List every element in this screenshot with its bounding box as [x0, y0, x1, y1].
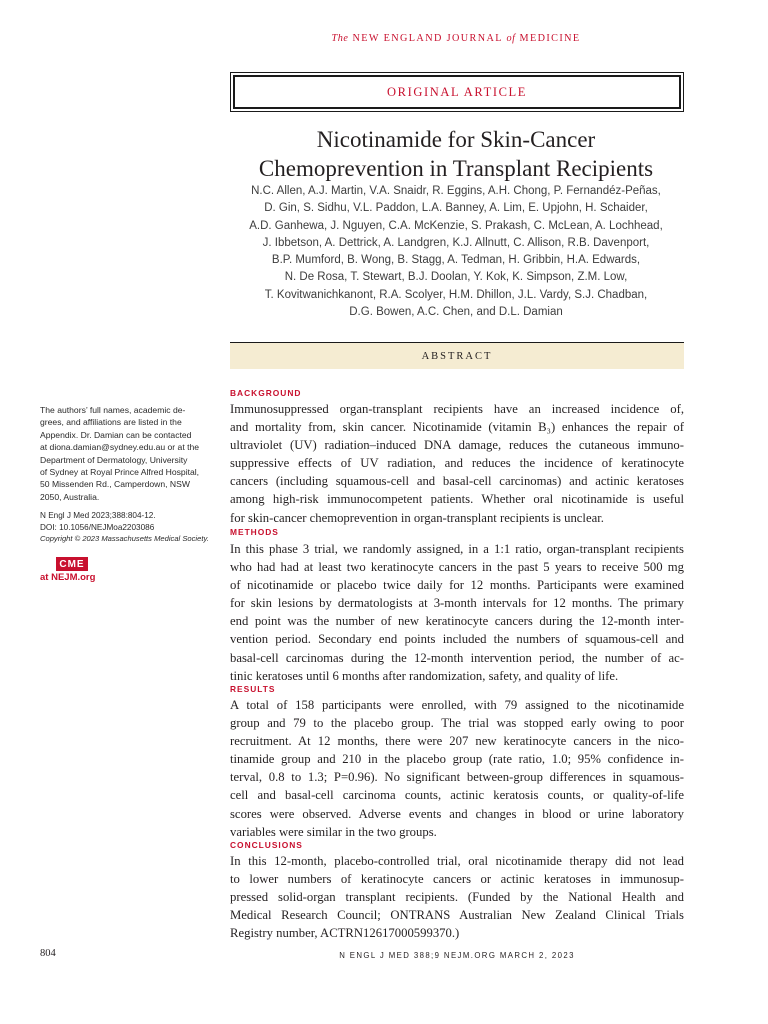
abstract-heading: ABSTRACT	[230, 342, 684, 369]
cme-badge[interactable]: CME	[56, 557, 88, 571]
background-heading: BACKGROUND	[230, 388, 302, 398]
methods-heading: METHODS	[230, 527, 279, 537]
author-line: J. Ibbetson, A. Dettrick, A. Landgren, K.J. Allnutt, C. Allison, R.B. Davenport,	[262, 236, 650, 249]
citation-reference: N Engl J Med 2023;388:804-12.	[40, 511, 156, 520]
text-line: for skin lesions by dermatologists at 3-month intervals for 12 months. The primary	[230, 596, 684, 611]
text-line: group and 79 to the placebo group. The trial was stopped early owing to poor	[230, 716, 684, 731]
author-affiliation-note	[40, 404, 220, 503]
author-line: N. De Rosa, T. Stewart, B.J. Doolan, Y. Kok, K. Simpson, Z.M. Low,	[284, 271, 628, 284]
text-line: for skin-cancer chemoprevention in organ-transplant recipients is unclear.	[230, 510, 604, 525]
text-line: cell and basal-cell carcinoma counts, actinic keratosis counts, or quality-of-life	[230, 788, 684, 803]
text-line: tinamide group and 210 in the placebo group (rate ratio, 1.0; 95% confidence in-	[230, 752, 684, 767]
text-line: end point was the number of new keratinocyte cancers during the 12-month inter-	[230, 614, 684, 629]
text-line: Medical Research Council; ONTRANS Australian New Zealand Clinical Trials	[230, 908, 684, 923]
text-line: variables were similar in the two groups.	[230, 824, 437, 839]
journal-name-of: of	[506, 33, 516, 44]
methods-text	[230, 540, 684, 685]
text-line: who had had at least two keratinocyte cancers in the past 5 years to receive 500 mg	[230, 560, 684, 575]
note-line: The authors’ full names, academic de-	[40, 405, 186, 415]
note-line: 50 Missenden Rd., Camperdown, NSW	[40, 479, 190, 490]
text-line: basal-cell carcinomas during the 12-month intervention period, the number of ac-	[230, 650, 684, 665]
text-line: Registry number, ACTRN12617000599370.)	[230, 926, 460, 941]
text-line: pressed solid-organ transplant recipients. (Funded by the National Health and	[230, 890, 684, 905]
author-line: B.P. Mumford, B. Wong, B. Stagg, A. Tedman, H. Gribbin, H.A. Edwards,	[271, 254, 641, 267]
article-type-label: ORIGINAL ARTICLE	[233, 75, 681, 109]
copyright-notice: Copyright © 2023 Massachusetts Medical Society.	[40, 534, 209, 543]
journal-name-prefix: The	[331, 33, 349, 44]
note-line: at diona.damian@sydney.edu.au or at the	[40, 442, 200, 453]
note-line: grees, and affiliations are listed in the	[40, 417, 182, 428]
text-line: In this phase 3 trial, we randomly assigned, in a 1:1 ratio, organ-transplant recipients	[230, 542, 684, 556]
author-line: D. Gin, S. Sidhu, V.L. Paddon, L.A. Banney, A. Lim, E. Upjohn, H. Schaider,	[264, 202, 648, 215]
text-line: suppressive effects of UV radiation, and reduces the incidence of keratinocyte	[230, 456, 684, 471]
title-line: Nicotinamide for Skin-Cancer	[316, 127, 596, 152]
text-line: recruitment. At 12 months, there were 207 new keratinocyte cancers in the nico-	[230, 734, 684, 749]
conclusions-text	[230, 852, 684, 942]
author-line: N.C. Allen, A.J. Martin, V.A. Snaidr, R. Eggins, A.H. Chong, P. Fernandéz-Peñas,	[251, 185, 661, 197]
author-line: D.G. Bowen, A.C. Chen, and D.L. Damian	[349, 306, 563, 319]
text-line: terval, 0.8 to 1.3; P=0.96). No significant between-group differences in squamous-	[230, 770, 684, 785]
text-line: scores were observed. Adverse events and changes in blood or urine laboratory	[230, 806, 684, 821]
results-heading: RESULTS	[230, 684, 276, 694]
article-title	[228, 125, 684, 183]
journal-name-end: MEDICINE	[519, 33, 581, 44]
author-line: A.D. Ganhewa, J. Nguyen, C.A. McKenzie, S. Prakash, C. McLean, A. Lochhead,	[249, 219, 663, 232]
author-line: T. Kovitwanichkanont, R.A. Scolyer, H.M. Dhillon, J.L. Vardy, S.J. Chadban,	[264, 288, 648, 301]
note-line: of Sydney at Royal Prince Alfred Hospital,	[40, 467, 200, 478]
journal-masthead	[228, 33, 684, 44]
title-line: Chemoprevention in Transplant Recipients	[258, 156, 654, 181]
text-line: among high-risk immunocompetent patients. Whether oral nicotinamide is useful	[230, 492, 684, 507]
text-line: In this 12-month, placebo-controlled trial, oral nicotinamide therapy did not lead	[230, 854, 684, 868]
page-number: 804	[40, 948, 56, 959]
background-text	[230, 400, 684, 527]
text-line: vention period. Secondary end points included the numbers of squamous-cell and	[230, 632, 684, 647]
article-type-box	[230, 72, 684, 112]
note-line: Department of Dermatology, University	[40, 454, 188, 465]
text-line: ultraviolet (UV) radiation–induced DNA damage, reduces the cutaneous immuno-	[230, 438, 684, 453]
page-footer: N ENGL J MED 388;9 NEJM.ORG MARCH 2, 2023	[339, 951, 575, 960]
cme-link[interactable]: at NEJM.org	[40, 572, 96, 583]
text-line: tinic keratoses until 6 months after randomization, safety, and quality of life.	[230, 668, 619, 683]
note-line: 2050, Australia.	[40, 491, 100, 502]
text-line: to lower numbers of keratinocyte cancers or actinic keratoses in immunosup-	[230, 872, 684, 887]
text-line: Immunosuppressed organ-transplant recipients have an increased incidence of,	[230, 402, 684, 416]
text-line: A total of 158 participants were enrolled, with 79 assigned to the nicotinamide	[230, 698, 684, 712]
citation-doi: DOI: 10.1056/NEJMoa2203086	[40, 522, 155, 532]
text-line: cancers (including squamous-cell and basal-cell carcinomas) and actinic keratoses	[230, 474, 684, 489]
author-list	[228, 183, 684, 321]
results-text	[230, 696, 684, 841]
citation-block	[40, 510, 220, 545]
note-line: Appendix. Dr. Damian can be contacted	[40, 429, 192, 440]
conclusions-heading: CONCLUSIONS	[230, 840, 303, 850]
text-line: and mortality from, skin cancer. Nicotinamide (vitamin B₃) enhances the repair of	[230, 420, 684, 435]
text-line: of nicotinamide or placebo twice daily for 12 months. Participants were examined	[230, 578, 684, 593]
journal-name-main: NEW ENGLAND JOURNAL	[352, 33, 503, 44]
